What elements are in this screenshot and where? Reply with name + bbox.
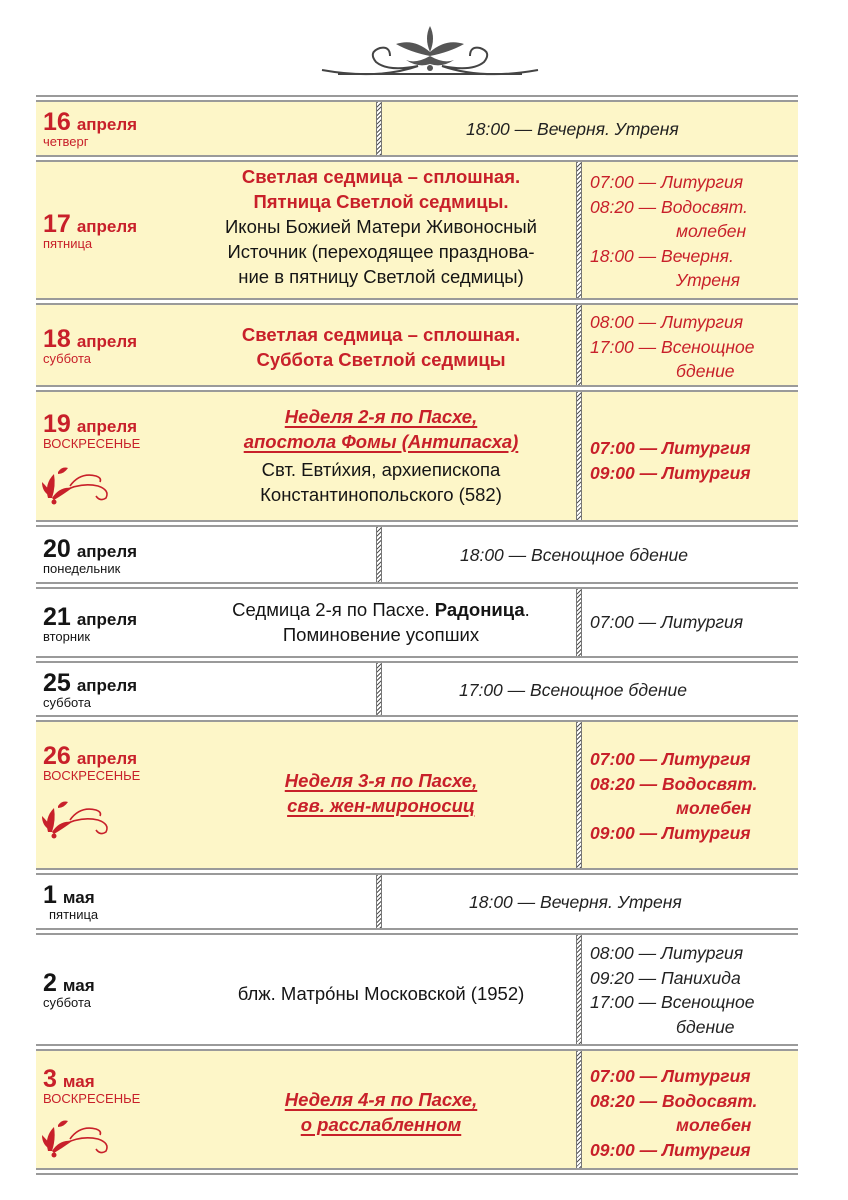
date-cell xyxy=(43,669,137,710)
column-divider xyxy=(576,722,582,868)
event-title: Суббота Светлой седмицы xyxy=(256,349,506,370)
row-separator xyxy=(36,582,798,589)
schedule-line: 09:00 — Литургия xyxy=(590,822,751,843)
event-text: Иконы Божией Матери Живоносный xyxy=(225,216,537,237)
schedule-row xyxy=(36,722,798,868)
column-divider xyxy=(576,935,582,1044)
month-name: апреля xyxy=(76,417,138,436)
event-title: Неделя 4-я по Пасхе, xyxy=(284,1089,478,1110)
schedule-line: 09:20 — Панихида xyxy=(590,967,741,988)
month-name: апреля xyxy=(76,610,138,629)
event-description xyxy=(184,597,578,647)
schedule-line: 07:00 — Литургия xyxy=(590,612,744,632)
row-separator xyxy=(36,95,798,102)
month-name: апреля xyxy=(76,332,138,351)
event-text: Источник (переходящее празднова- xyxy=(227,241,535,262)
month-name: апреля xyxy=(76,217,138,236)
weekday: ВОСКРЕСЕНЬЕ xyxy=(43,1091,141,1106)
schedule-line: 07:00 — Литургия xyxy=(590,438,751,458)
day-number: 19 xyxy=(43,410,71,438)
event-text: блж. Матро́ны Московской (1952) xyxy=(237,983,525,1004)
day-number: 21 xyxy=(43,603,71,631)
event-text: Седмица 2-я по Пасхе. xyxy=(232,599,430,620)
schedule-row xyxy=(36,935,798,1044)
schedule-list xyxy=(590,610,743,635)
schedule-row xyxy=(36,589,798,656)
schedule-line: молебен xyxy=(676,798,752,818)
schedule-line: 08:00 — Литургия xyxy=(590,943,744,963)
schedule-line: 07:00 — Литургия xyxy=(590,172,744,192)
event-description xyxy=(184,322,578,372)
event-text: Константинопольского (582) xyxy=(260,484,502,505)
weekday: пятница xyxy=(49,907,99,922)
day-number: 2 xyxy=(43,969,57,997)
event-title: Неделя 2-я по Пасхе, xyxy=(284,406,478,427)
date-cell xyxy=(43,742,140,783)
month-name: апреля xyxy=(76,115,138,134)
event-description xyxy=(184,404,578,507)
schedule-line: 17:00 — Всенощное бдение xyxy=(459,680,687,700)
schedule-row xyxy=(36,162,798,298)
day-number: 3 xyxy=(43,1065,57,1093)
row-separator xyxy=(36,928,798,935)
month-name: мая xyxy=(62,888,95,907)
event-description xyxy=(184,981,578,1006)
event-title: о расслабленном xyxy=(300,1114,462,1135)
schedule-line: бдение xyxy=(676,361,735,381)
column-divider xyxy=(376,875,382,928)
date-cell xyxy=(43,325,137,366)
row-separator xyxy=(36,1168,798,1175)
day-number: 17 xyxy=(43,210,71,238)
date-cell xyxy=(43,210,137,251)
schedule-line: 08:00 — Литургия xyxy=(590,312,744,332)
month-name: мая xyxy=(62,1072,95,1091)
date-cell xyxy=(43,410,140,451)
event-title: апостола Фомы (Антипасха) xyxy=(243,431,519,452)
date-cell xyxy=(43,1065,140,1106)
event-title: Радоница xyxy=(434,599,525,620)
schedule-line: 17:00 — Всенощное xyxy=(590,992,755,1012)
day-number: 16 xyxy=(43,108,71,136)
row-separator xyxy=(36,520,798,527)
event-text: ние в пятницу Светлой седмицы) xyxy=(238,266,524,287)
schedule-line: 18:00 — Всенощное бдение xyxy=(460,545,688,565)
schedule-line: Утреня xyxy=(676,270,741,290)
month-name: апреля xyxy=(76,676,138,695)
day-number: 20 xyxy=(43,535,71,563)
row-separator xyxy=(36,715,798,722)
schedule-line: молебен xyxy=(676,221,747,241)
schedule-row xyxy=(36,663,798,715)
day-number: 1 xyxy=(43,881,57,909)
column-divider xyxy=(376,663,382,715)
event-text: Поминовение усопших xyxy=(282,624,480,645)
event-text: Свт. Евти́хия, архиепископа xyxy=(261,459,501,480)
schedule-list xyxy=(590,310,755,384)
schedule-row xyxy=(36,102,798,155)
month-name: апреля xyxy=(76,749,138,768)
row-separator xyxy=(36,298,798,305)
schedule-list xyxy=(590,1064,757,1162)
weekday: суббота xyxy=(43,351,92,366)
event-description xyxy=(184,768,578,818)
date-cell xyxy=(43,603,137,644)
top-ornament-icon xyxy=(318,22,542,84)
schedule-line: 17:00 — Всенощное xyxy=(590,336,755,357)
month-name: мая xyxy=(62,976,95,995)
column-divider xyxy=(376,527,382,582)
schedule-line: 07:00 — Литургия xyxy=(590,749,751,769)
flower-ornament-icon xyxy=(40,796,116,840)
event-text: . xyxy=(524,599,530,620)
schedule-line: 18:00 — Вечерня. Утреня xyxy=(466,119,679,139)
event-description xyxy=(184,164,578,289)
column-divider xyxy=(576,305,582,385)
schedule-line: 09:00 — Литургия xyxy=(590,462,751,483)
row-separator xyxy=(36,868,798,875)
flower-ornament-icon xyxy=(40,1115,116,1159)
date-cell xyxy=(43,881,98,922)
weekday: ВОСКРЕСЕНЬЕ xyxy=(43,436,141,451)
weekday: ВОСКРЕСЕНЬЕ xyxy=(43,768,141,783)
column-divider xyxy=(576,1051,582,1168)
day-number: 25 xyxy=(43,669,71,697)
row-separator xyxy=(36,155,798,162)
schedule-list xyxy=(590,170,748,293)
schedule-list xyxy=(590,941,755,1039)
event-title: Неделя 3-я по Пасхе, xyxy=(284,770,478,791)
schedule-line: 08:20 — Водосвят. xyxy=(590,196,748,217)
schedule-line: 18:00 — Вечерня. xyxy=(590,245,734,266)
date-cell xyxy=(43,535,137,576)
schedule-line: молебен xyxy=(676,1115,752,1135)
event-title: Светлая седмица – сплошная. xyxy=(241,324,521,345)
schedule-row xyxy=(36,527,798,582)
column-divider xyxy=(376,102,382,155)
schedule-row xyxy=(36,875,798,928)
schedule-line: 08:20 — Водосвят. xyxy=(590,1090,758,1111)
date-cell xyxy=(43,969,95,1010)
weekday: суббота xyxy=(43,695,92,710)
column-divider xyxy=(576,589,582,656)
event-description xyxy=(184,1087,578,1137)
schedule-row xyxy=(36,305,798,385)
day-number: 26 xyxy=(43,742,71,770)
day-number: 18 xyxy=(43,325,71,353)
event-title: Светлая седмица – сплошная. xyxy=(241,166,521,187)
flower-ornament-icon xyxy=(40,462,116,506)
weekday: четверг xyxy=(43,134,89,149)
schedule-line: 18:00 — Вечерня. Утреня xyxy=(469,892,682,912)
month-name: апреля xyxy=(76,542,138,561)
event-title: Пятница Светлой седмицы. xyxy=(253,191,509,212)
schedule-line: 07:00 — Литургия xyxy=(590,1066,751,1086)
row-separator xyxy=(36,1044,798,1051)
row-separator xyxy=(36,656,798,663)
event-title: свв. жен-мироносиц xyxy=(287,795,475,816)
weekday: понедельник xyxy=(43,561,121,576)
weekday: пятница xyxy=(43,236,93,251)
column-divider xyxy=(576,162,582,298)
row-separator xyxy=(36,385,798,392)
schedule-list xyxy=(590,747,757,845)
weekday: вторник xyxy=(43,629,91,644)
schedule-list xyxy=(590,436,751,485)
date-cell xyxy=(43,108,137,149)
schedule-row xyxy=(36,392,798,520)
column-divider xyxy=(576,392,582,520)
schedule-line: 09:00 — Литургия xyxy=(590,1139,751,1160)
schedule-row xyxy=(36,1051,798,1168)
schedule-line: бдение xyxy=(676,1016,735,1037)
weekday: суббота xyxy=(43,995,92,1010)
schedule-line: 08:20 — Водосвят. xyxy=(590,773,758,794)
